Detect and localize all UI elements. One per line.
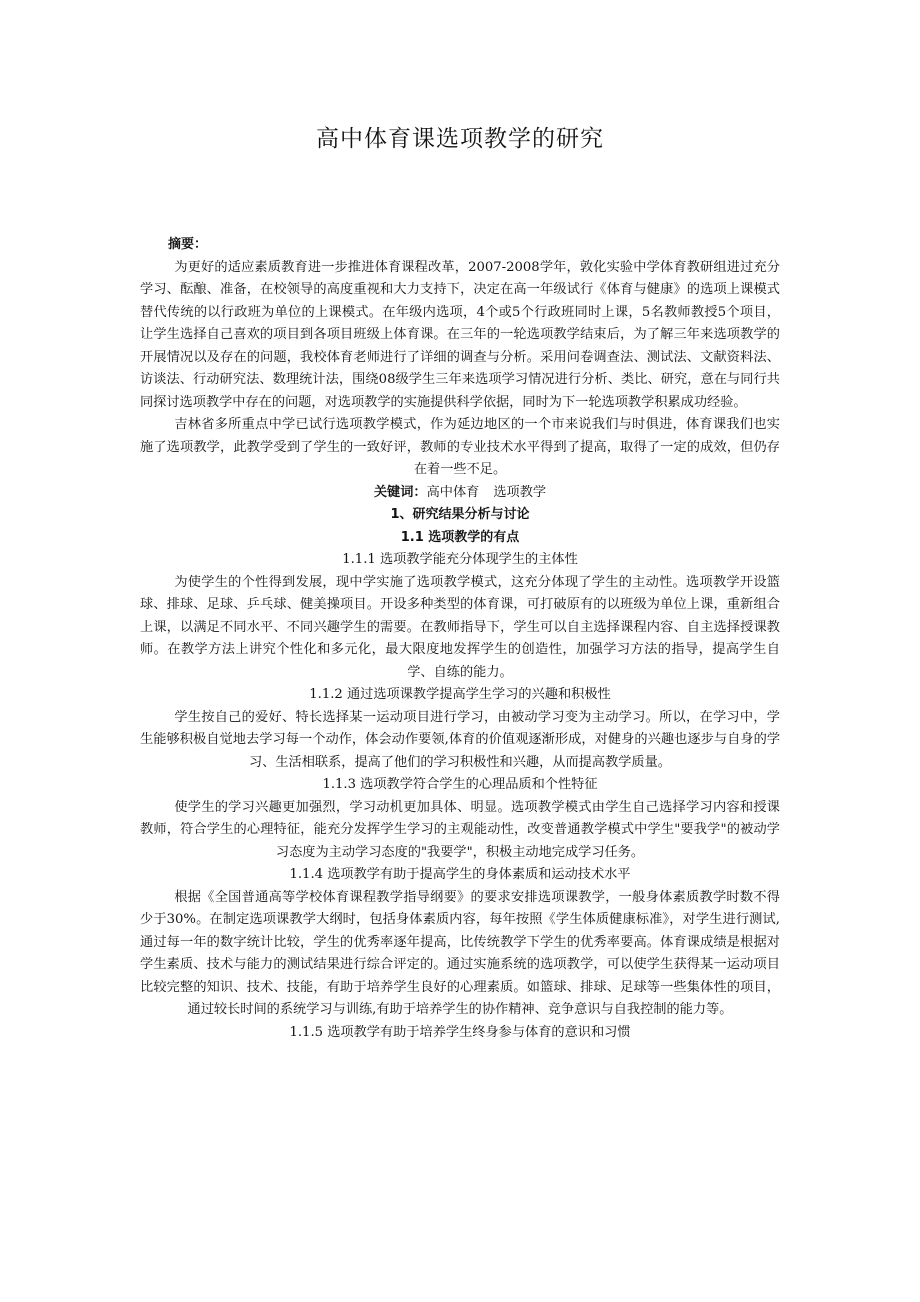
section-heading-1-1: 1.1 选项教学的有点 [400, 529, 520, 545]
section-text-1-1-1: 为使学生的个性得到发展，现中学实施了选项教学模式，这充分体现了学生的主动性。选项教学开设篮球、排球、足球、乒乓球、健美操项目。开设多种类型的体育课，可打破原有的以班级为单位上课，重新组合上课，以满足不同水平、不同兴趣学生的需要。在教师指导下，学生可以自主选择课程内容、自主选择授课教师。在教学方法上讲究个性化和多元化，最大限度地发挥学生的创造性，加强学习方法的指导，提高学生自学、自练的能力。 [140, 574, 780, 680]
keyword-2: 选项教学 [493, 484, 547, 500]
section-heading-1-1-4: 1.1.4 选项教学有助于提高学生的身体素质和运动技术水平 [289, 867, 631, 882]
section-heading-1-1-5: 1.1.5 选项教学有助于培养学生终身参与体育的意识和习惯 [289, 1024, 631, 1040]
section-text-1-1-4: 根据《全国普通高等学校体育课程教学指导纲要》的要求安排选项课教学，一般身体素质教学时数不得少于30%。在制定选项课教学大纲时，包括身体素质内容，每年按照《学生体质健康标准》，对学生进行测试,通过每一年的数字统计比较，学生的优秀率逐年提高，比传统教学下学生的优秀率要高。体育课成绩是根据对学生素质、技术与能力的测试结果进行综合评定的。通过实施系统的选项教学，可以使学生获得某一运动项目比较完整的知识、技术、技能，有助于培养学生良好的心理素质。如篮球、排球、足球等一些集体性的项目，通过较长时间的系统学习与训练,有助于培养学生的协作精神、竞争意识与自我控制的能力等。 [140, 889, 780, 1017]
section-text-1-1-3: 使学生的学习兴趣更加强烈，学习动机更加具体、明显。选项教学模式由学生自己选择学习内容和授课教师，符合学生的心理特征，能充分发挥学生学习的主观能动性，改变普通教学模式中学生"要我学"的被动学习态度为主动学习态度的"我要学"，积极主动地完成学习任务。 [140, 799, 780, 860]
section-heading-1: 1、研究结果分析与讨论 [390, 507, 530, 522]
keyword-1: 高中体育 [426, 484, 480, 500]
abstract-paragraph-1: 为更好的适应素质教育进一步推进体育课程改革，2007-2008学年，敦化实验中学体育教研组进过充分学习、酝酿、准备，在校领导的高度重视和大力支持下，决定在高一年级试行《体育与健康》的选项上课模式替代传统的以行政班为单位的上课模式。在年级内选项，4个或5个行政班同时上课，5名教师教授5个项目，让学生选择自己喜欢的项目到各项目班级上体育课。在三年的一轮选项教学结束后，为了解三年来选项教学的开展情况以及存在的问题，我校体育老师进行了详细的调查与分析。采用问卷调查法、测试法、文献资料法、访谈法、行动研究法、数理统计法，围绕08级学生三年来选项学习情况进行分析、类比、研究，意在与同行共同探讨选项教学中存在的问题，对选项教学的实施提供科学依据，同时为下一轮选项教学积累成功经验。 [140, 259, 780, 410]
section-heading-1-1-2: 1.1.2 通过选项课教学提高学生学习的兴趣和积极性 [309, 687, 611, 702]
section-heading-1-1-3: 1.1.3 选项教学符合学生的心理品质和个性特征 [322, 777, 598, 792]
abstract-paragraph-2: 吉林省多所重点中学已试行选项教学模式，作为延边地区的一个市来说我们与时俱进，体育课我们也实施了选项教学，此教学受到了学生的一致好评，教师的专业技术水平得到了提高，取得了一定的成效，但仍存在着一些不足。 [140, 417, 780, 477]
section-heading-1-1-1: 1.1.1 选项教学能充分体现学生的主体性 [342, 552, 578, 567]
section-text-1-1-2: 学生按自己的爱好、特长选择某一运动项目进行学习，由被动学习变为主动学习。所以，在学习中，学生能够积极自觉地去学习每一个动作，体会动作要领,体育的价值观逐渐形成，对健身的兴趣也逐步与自身的学习、生活相联系，提高了他们的学习积极性和兴趣，从而提高教学质量。 [140, 709, 780, 770]
page-title: 高中体育课选项教学的研究 [316, 126, 604, 152]
keywords-line [140, 482, 780, 505]
abstract-label: 摘要： [168, 237, 208, 252]
keywords-label: 关键词： [373, 484, 427, 500]
document-body [140, 234, 780, 1044]
